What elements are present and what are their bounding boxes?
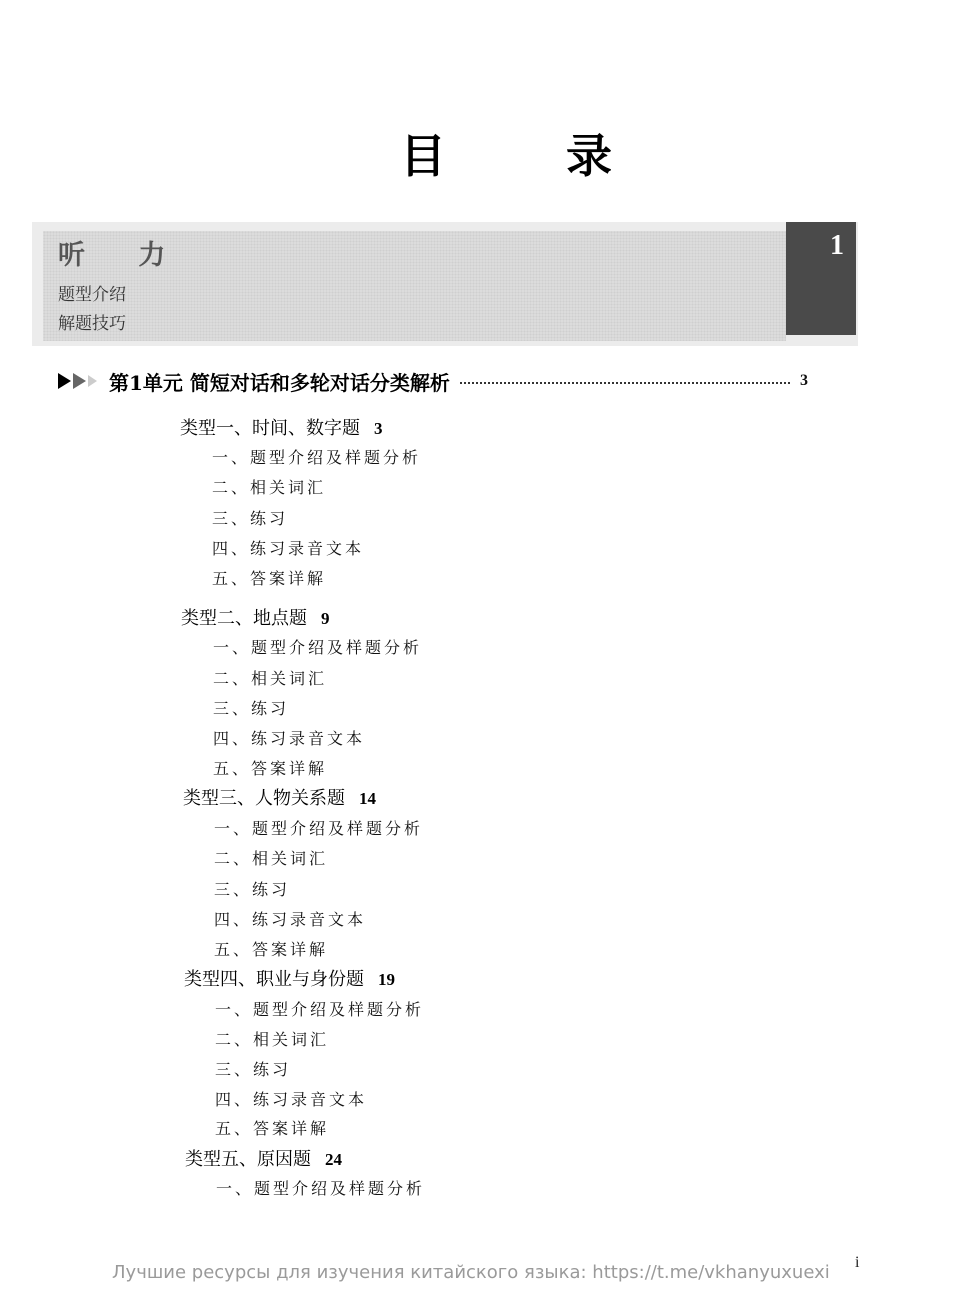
type-page-number: 9 [321, 609, 330, 628]
toc-sub-item[interactable]: 三、练习 [212, 509, 289, 528]
type-title: 类型四、职业与身份题 [184, 969, 364, 990]
type-title: 类型五、原因题 [185, 1149, 311, 1170]
toc-sub-item[interactable]: 四、练习录音文本 [212, 539, 365, 558]
toc-sub-item[interactable]: 二、相关词汇 [213, 669, 328, 688]
leader-dots [460, 382, 790, 384]
toc-type-entry[interactable] [183, 787, 376, 811]
type-page-number: 3 [374, 419, 383, 438]
section-number-box [786, 222, 856, 335]
toc-sub-item[interactable]: 四、练习录音文本 [213, 729, 366, 748]
toc-sub-item[interactable]: 三、练习 [214, 880, 291, 899]
section-title: 听 力 [58, 240, 188, 271]
toc-sub-item[interactable]: 二、相关词汇 [215, 1030, 330, 1049]
type-page-number: 14 [359, 789, 376, 808]
type-title: 类型二、地点题 [181, 608, 307, 629]
toc-sub-item[interactable]: 四、练习录音文本 [214, 910, 367, 929]
toc-sub-item[interactable]: 四、练习录音文本 [215, 1090, 368, 1109]
toc-sub-item[interactable]: 五、答案详解 [215, 1119, 330, 1138]
toc-sub-item[interactable]: 一、题型介绍及样题分析 [215, 1000, 425, 1019]
toc-type-entry[interactable] [184, 968, 395, 992]
toc-sub-item[interactable]: 五、答案详解 [213, 759, 328, 778]
triple-arrow-icon [58, 373, 99, 389]
section-subtitle: 解题技巧 [58, 314, 126, 334]
toc-sub-item[interactable]: 一、题型介绍及样题分析 [216, 1179, 426, 1198]
page-number: i [855, 1254, 860, 1271]
toc-sub-item[interactable]: 一、题型介绍及样题分析 [213, 638, 423, 657]
toc-sub-item[interactable]: 三、练习 [215, 1060, 292, 1079]
toc-type-entry[interactable] [181, 607, 330, 631]
page-title: 目 录 [399, 129, 664, 183]
toc-type-entry[interactable] [185, 1148, 342, 1172]
toc-sub-item[interactable]: 一、题型介绍及样题分析 [212, 448, 422, 467]
type-title: 类型三、人物关系题 [183, 788, 345, 809]
type-page-number: 19 [378, 970, 395, 989]
section-number: 1 [830, 230, 844, 261]
watermark-link[interactable]: Лучшие ресурсы для изучения китайского языка: https://t.me/vkhanyuxuexi [112, 1262, 830, 1283]
toc-sub-item[interactable]: 五、答案详解 [214, 940, 329, 959]
toc-sub-item[interactable]: 二、相关词汇 [214, 849, 329, 868]
unit-page-number: 3 [800, 372, 808, 389]
type-title: 类型一、时间、数字题 [180, 418, 360, 439]
toc-sub-item[interactable]: 一、题型介绍及样题分析 [214, 819, 424, 838]
toc-type-entry[interactable] [180, 417, 383, 441]
unit-title: 第1单元 简短对话和多轮对话分类解析 [109, 370, 450, 395]
type-page-number: 24 [325, 1150, 342, 1169]
toc-sub-item[interactable]: 三、练习 [213, 699, 290, 718]
toc-sub-item[interactable]: 二、相关词汇 [212, 478, 327, 497]
toc-sub-item[interactable]: 五、答案详解 [212, 569, 327, 588]
section-subtitle: 题型介绍 [58, 285, 126, 305]
unit-entry[interactable] [58, 366, 808, 396]
